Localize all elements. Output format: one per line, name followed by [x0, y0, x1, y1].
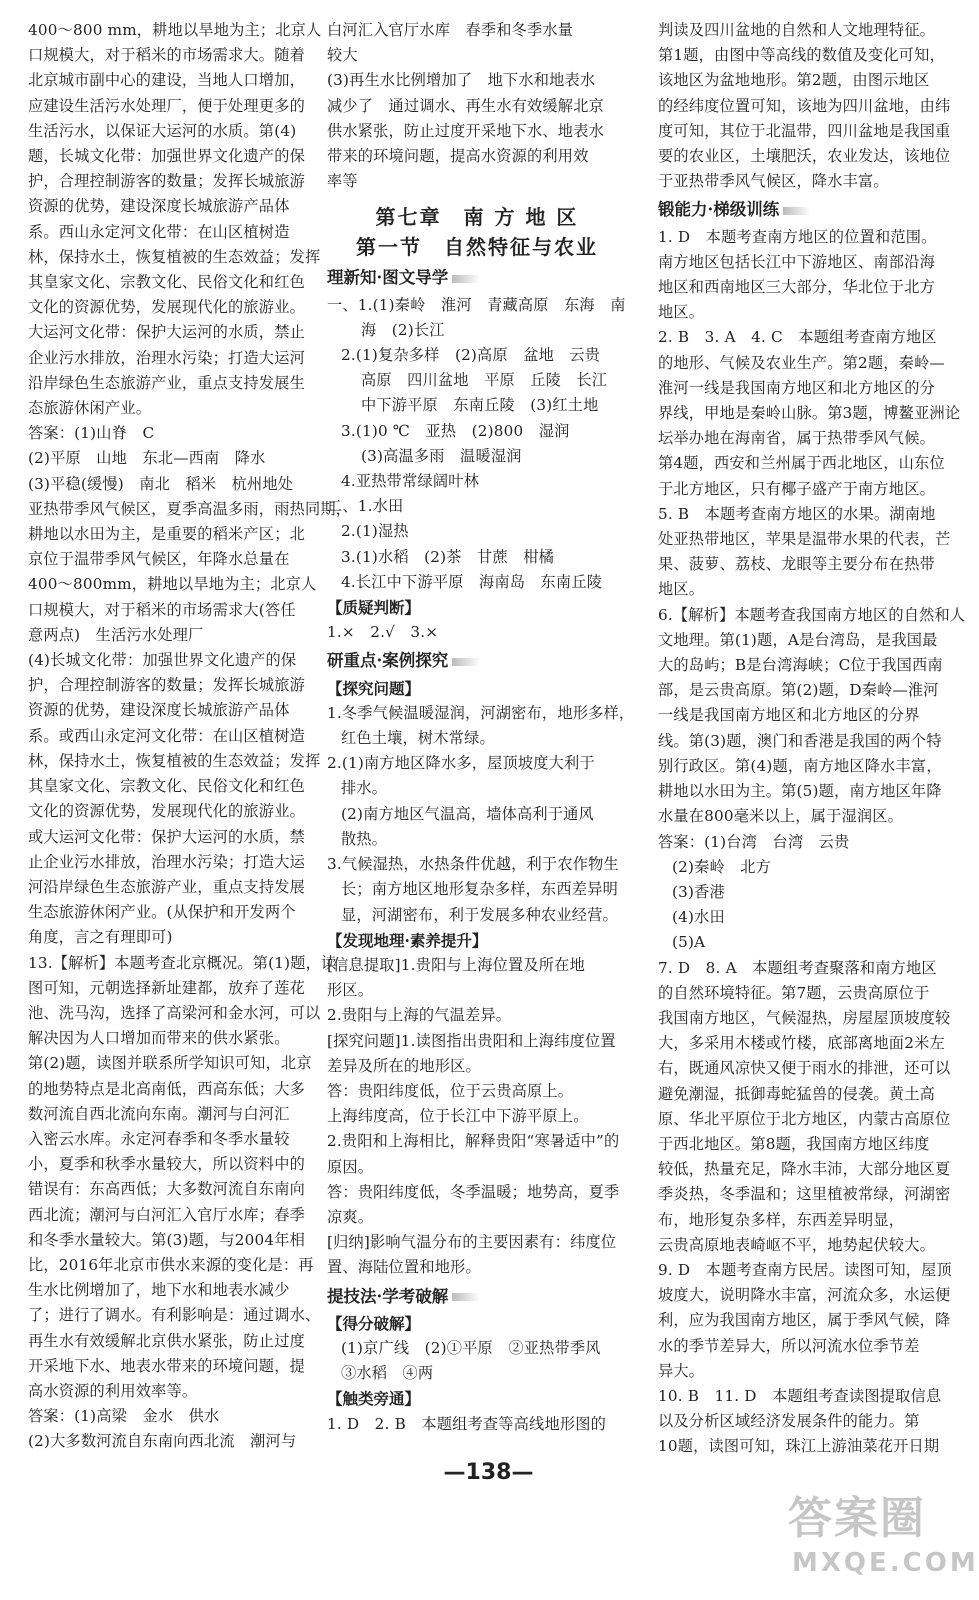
- text-line: 亚热带季风气候区，夏季高温多雨，雨热同期，: [28, 499, 352, 518]
- text-line: 地区。: [658, 580, 705, 599]
- text-line: 原因。: [327, 1157, 374, 1176]
- text-line: 2.(1)复杂多样 (2)高原 盆地 云贵: [341, 346, 601, 365]
- text-line: 文地理。第(1)题，A是台湾岛，是我国最: [658, 630, 938, 649]
- text-line: 角度，言之有理即可): [28, 928, 173, 947]
- text-line: 避免潮湿，抵御毒蛇猛兽的侵袭。黄土高: [658, 1084, 935, 1103]
- text-line: 系。或西山永定河文化带：在山区植树造: [28, 726, 305, 745]
- text-line: 大，多采用木楼或竹楼，底部离地面2米左: [658, 1034, 945, 1053]
- text-line: 5. B 本题考查南方地区的水果。湖南地: [658, 504, 936, 523]
- heading-score: 【得分破解】: [327, 1313, 421, 1333]
- text-line: 文化的资源优势，发展现代化的旅游业。: [28, 298, 305, 317]
- heading-explore-question: 【探究问题】: [327, 678, 421, 698]
- text-line: 别行政区。第(4)题，南方地区降水丰富，: [658, 756, 942, 775]
- text-line: 生活污水，以保证大运河的水质。第(4): [28, 121, 297, 140]
- text-line: 二、1.水田: [327, 497, 404, 516]
- text-line: 红色土壤，树木常绿。: [341, 729, 495, 748]
- text-line: 白河汇入官厅水库 春季和冬季水量: [327, 21, 574, 39]
- text-line: 入密云水库。永定河春季和冬季水量较: [28, 1129, 290, 1148]
- text-line: 和冬季水量较大。第(3)题，与2004年相: [28, 1230, 305, 1249]
- text-line: 林，保持水土，恢复植被的生态效益；发挥: [28, 751, 321, 770]
- text-line: 比，2016年北京市供水来源的变化是：再: [28, 1255, 314, 1274]
- heading-ability-training: 锻能力·梯级训练: [658, 197, 952, 222]
- text-line: 池、洗马沟，选择了高梁河和金水河，可以: [28, 1003, 321, 1022]
- text-line: 带来的环境问题，提高水资源的利用效: [327, 147, 589, 166]
- text-line: 水量在800毫米以上，属于湿润区。: [658, 807, 904, 826]
- text-line: 林，保持水土，恢复植被的生态效益；发挥: [28, 247, 321, 266]
- text-line: (2)大多数河流自东南向西北流 潮河与: [28, 1432, 297, 1451]
- text-line: (2)平原 山地 东北—西南 降水: [28, 449, 266, 468]
- text-line: 布，地形复杂多样，东西差异明显，: [658, 1210, 905, 1229]
- text-line: 3.(1)0 ℃ 亚热 (2)800 湿润: [341, 421, 570, 440]
- text-line: 护，合理控制游客的数量；发挥长城旅游: [28, 172, 305, 191]
- text-line: 海 (2)长江: [361, 320, 445, 339]
- text-line: 了；进行了调水。有利影响是：通过调水、: [28, 1306, 321, 1325]
- text-line: [归纳]影响气温分布的主要因素有：纬度位: [327, 1233, 617, 1252]
- text-line: 季炎热，冬季温和；这里植被常绿，河湖密: [658, 1185, 951, 1204]
- text-line: 答：贵阳纬度低，冬季温暖；地势高，夏季: [327, 1182, 620, 1201]
- text-line: ③水稻 ④两: [341, 1364, 434, 1383]
- text-line: 6.【解析】本题考查我国南方地区的自然和人: [658, 605, 966, 624]
- text-line: 散热。: [341, 829, 388, 848]
- text-line: (2)秦岭 北方: [672, 857, 772, 876]
- text-line: 地区和西南地区三大部分，华北位于北方: [658, 278, 935, 297]
- text-line: 护，合理控制游客的数量；发挥长城旅游: [28, 676, 305, 695]
- text-line: (3)高温多雨 温暖湿润: [361, 446, 522, 465]
- text-line: 再生水有效缓解北京供水紧张，防止过度: [28, 1331, 305, 1350]
- text-line: 异大。: [658, 1361, 705, 1380]
- text-line: 4.亚热带常绿阔叶林: [341, 472, 479, 491]
- section-title: 第一节 自然特征与农业: [356, 235, 598, 260]
- text-line: 3.气候湿热，水热条件优越，利于农作物生: [327, 855, 619, 874]
- text-line: 排水。: [341, 779, 388, 798]
- text-line: 大的岛屿；B是台湾海峡；C位于我国西南: [658, 656, 943, 675]
- text-line: 13.【解析】本题考查北京概况。第(1)题，读: [28, 953, 337, 972]
- text-line: 供水紧张，防止过度开采地下水、地表水: [327, 121, 604, 140]
- text-line: 第4题，西安和兰州属于西北地区，山东位: [658, 454, 945, 473]
- text-line: 口规模大，对于稻米的市场需求大。随着: [28, 46, 305, 65]
- text-line: 答案：(1)山脊 C: [28, 424, 155, 443]
- text-line: 题，长城文化带：加强世界文化遗产的保: [28, 147, 305, 166]
- text-line: 一线是我国南方地区和北方地区的分界: [658, 706, 920, 725]
- text-line: 要的农业区，土壤肥沃，农业发达，该地位: [658, 147, 951, 166]
- text-line: 2. B 3. A 4. C 本题组考查南方地区: [658, 328, 937, 347]
- text-line: 口规模大，对于稻米的市场需求大(答任: [28, 600, 296, 619]
- text-line: 4.长江中下游平原 海南岛 东南丘陵: [341, 572, 603, 591]
- text-line: 该地区为盆地地形。第2题，由图示地区: [658, 71, 930, 90]
- text-line: 其皇家文化、宗教文化、民俗文化和红色: [28, 273, 305, 292]
- text-line: 2.(1)湿热: [341, 522, 409, 541]
- text-line: 9. D 本题考查南方民居。读图可知，屋顶: [658, 1260, 952, 1279]
- text-line: 界线，甲地是秦岭山脉。第3题，博鳌亚洲论: [658, 404, 961, 423]
- text-line: 答案：(1)高梁 金水 供水: [28, 1407, 220, 1426]
- watermark-text: 答案圈: [788, 1493, 926, 1544]
- text-line: 态旅游休闲产业。: [28, 399, 152, 418]
- watermark-logo: [788, 1472, 979, 1592]
- text-line: 于西北地区。第8题，我国南方地区纬度: [658, 1134, 930, 1153]
- text-line: 生态旅游休闲产业。(从保护和开发两个: [28, 903, 296, 922]
- text-line: (3)香港: [672, 882, 725, 901]
- column-right: [658, 18, 966, 1460]
- heading-new-knowledge: 理新知·图文导学: [327, 265, 627, 290]
- text-line: 的地形、气候及农业生产。第2题，秦岭—: [658, 353, 945, 372]
- text-line: (4)长城文化带：加强世界文化遗产的保: [28, 651, 297, 670]
- text-line: 1.冬季气候温暖湿润，河湖密布，地形多样，: [327, 703, 635, 722]
- text-line: 长；南方地区地形复杂多样，东西差异明: [341, 880, 618, 899]
- text-line: 资源的优势，建设深度长城旅游产品体: [28, 197, 290, 216]
- text-line: 3.(1)水稻 (2)茶 甘蔗 柑橘: [341, 547, 554, 566]
- text-line: 以及分析区域经济发展条件的能力。第: [658, 1412, 920, 1431]
- text-line: (3)再生水比例增加了 地下水和地表水: [327, 71, 596, 90]
- text-line: (5)A: [672, 933, 706, 952]
- text-line: 第1题，由图中等高线的数值及变化可知，: [658, 46, 945, 65]
- text-line: 小，夏季和秋季水量较大，所以资料中的: [28, 1155, 305, 1174]
- text-line: 1. D 本题考查南方地区的位置和范围。: [658, 227, 937, 246]
- text-line: 水的季节差异大，所以河流水位季节差: [658, 1336, 920, 1355]
- text-line: [探究问题]1.读图指出贵阳和上海纬度位置: [327, 1031, 616, 1050]
- text-line: 处亚热带地区，苹果是温带水果的代表，芒: [658, 530, 951, 549]
- heading-question-judge: 【质疑判断】: [327, 598, 421, 618]
- text-line: 生水比例增加了，地下水和地表水减少: [28, 1281, 290, 1300]
- text-line: 解决因为人口增加而带来的供水紧张。: [28, 1029, 290, 1048]
- text-line: 的自然环境特征。第7题，云贵高原位于: [658, 983, 930, 1002]
- text-line: 企业污水排放，治理水污染；打造大运河: [28, 348, 305, 367]
- watermark-url: MXQE.COM: [792, 1548, 979, 1578]
- text-line: 北京城市副中心的建设，当地人口增加，: [28, 71, 305, 90]
- text-line: 2.贵阳和上海相比，解释贵阳“寒暑适中”的: [327, 1132, 620, 1151]
- text-line: 数河流自西北流向东南。潮河与白河汇: [28, 1104, 290, 1123]
- text-line: 较大: [327, 46, 358, 65]
- text-line: 原、华北平原位于北方地区，内蒙古高原位: [658, 1109, 951, 1128]
- text-line: 大运河文化带：保护大运河的水质，禁止: [28, 323, 305, 342]
- text-line: 的经纬度位置可知，该地为四川盆地，由纬: [658, 96, 951, 115]
- text-line: 差异及所在的地形区。: [327, 1056, 481, 1075]
- text-line: 置、海陆位置和地形。: [327, 1258, 481, 1277]
- text-line: 较低，热量充足，降水丰沛，大部分地区夏: [658, 1160, 951, 1179]
- text-line: [信息提取]1.贵阳与上海位置及所在地: [327, 955, 585, 974]
- text-line: 右，既通风凉快又便于雨水的排泄，还可以: [658, 1059, 951, 1078]
- text-line: 耕地以水田为主，是重要的稻米产区；北: [28, 525, 305, 544]
- analogy-line: 1. D 2. B 本题组考查等高线地形图的: [327, 1414, 606, 1433]
- text-line: 开采地下水、地表水带来的环境问题，提: [28, 1356, 305, 1375]
- text-line: 错误有：东高西低；大多数河流自东南向: [28, 1180, 305, 1199]
- text-line: (3)平稳(缓慢) 南北 稻米 杭州地处: [28, 474, 294, 493]
- text-line: 减少了 通过调水、再生水有效缓解北京: [327, 96, 604, 115]
- text-line: 我国南方地区，气候湿热，房屋屋顶坡度较: [658, 1008, 951, 1027]
- text-line: 南方地区包括长江中下游地区、南部沿海: [658, 252, 935, 271]
- text-line: 耕地以水田为主。第(5)题，南方地区年降: [658, 782, 942, 801]
- text-line: 答案：(1)台湾 台湾 云贵: [658, 832, 850, 851]
- text-line: (2)南方地区气温高，墙体高利于通风: [341, 804, 594, 823]
- judge-answers: 1.× 2.√ 3.×: [327, 623, 439, 642]
- text-line: 率等: [327, 172, 358, 191]
- text-line: 答：贵阳纬度低，位于云贵高原上。: [327, 1081, 574, 1100]
- text-line: 一、1.(1)秦岭 淮河 青藏高原 东海 南: [327, 295, 626, 314]
- text-line: 度可知，其位于北温带，四川盆地是我国重: [658, 121, 951, 140]
- text-line: 7. D 8. A 本题组考查聚落和南方地区: [658, 958, 937, 977]
- text-line: 于北方地区，只有椰子盛产于南方地区。: [658, 479, 935, 498]
- chapter-title: 第七章 南 方 地 区: [375, 205, 579, 230]
- text-line: 10题，读图可知，珠江上游油菜花开日期: [658, 1437, 940, 1456]
- text-line: 河沿岸绿色生态旅游产业，重点支持发展: [28, 877, 305, 896]
- text-line: 凉爽。: [327, 1207, 374, 1226]
- text-line: 西北流；潮河与白河汇入官厅水库；春季: [28, 1205, 305, 1224]
- heading-skill-method: 提技法·学考破解: [327, 1284, 627, 1309]
- text-line: 云贵高原地表崎岖不平，地势起伏较大。: [658, 1235, 935, 1254]
- column-middle: [327, 18, 635, 1437]
- text-line: 意两点) 生活污水处理厂: [28, 625, 204, 644]
- text-line: 中下游平原 东南丘陵 (3)红土地: [361, 396, 599, 415]
- text-line: 应建设生活污水处理厂，便于处理更多的: [28, 96, 305, 115]
- text-line: 高原 四川盆地 平原 丘陵 长江: [361, 371, 608, 390]
- text-line: 上海纬度高，位于长江中下游平原上。: [327, 1107, 589, 1126]
- text-line: 高水资源的利用效率等。: [28, 1381, 198, 1400]
- text-line: 于亚热带季风气候区，降水丰富。: [658, 172, 889, 191]
- text-line: 图可知，元朝选择新址建都，放弃了莲花: [28, 978, 305, 997]
- heading-key-points: 研重点·案例探究: [327, 648, 627, 673]
- text-line: (4)水田: [672, 908, 725, 927]
- text-line: 止企业污水排放，治理水污染；打造大运: [28, 852, 305, 871]
- text-line: 部，是云贵高原。第(2)题，D秦岭—淮河: [658, 681, 939, 700]
- text-line: 的地势特点是北高南低，西高东低；大多: [28, 1079, 305, 1098]
- text-line: 2.贵阳与上海的气温差异。: [327, 1006, 512, 1025]
- text-line: 10. B 11. D 本题组考查读图提取信息: [658, 1386, 942, 1405]
- text-line: 淮河一线是我国南方地区和北方地区的分: [658, 378, 935, 397]
- text-line: 400～800mm，耕地以旱地为主；北京人: [28, 575, 317, 594]
- text-line: 其皇家文化、宗教文化、民俗文化和红色: [28, 777, 305, 796]
- text-line: 资源的优势，建设深度长城旅游产品体: [28, 701, 290, 720]
- text-line: 利，应为我国南方地区，属于季风气候，降: [658, 1311, 951, 1330]
- text-line: 形区。: [327, 981, 374, 1000]
- text-line: 显，河湖密布，利于发展多种农业经营。: [341, 905, 618, 924]
- text-line: 判读及四川盆地的自然和人文地理特征。: [658, 21, 935, 39]
- text-line: 坡度大，说明降水丰富，河流众多，水运便: [658, 1286, 951, 1305]
- text-line: 第(2)题，读图并联系所学知识可知，北京: [28, 1054, 312, 1073]
- text-line: 地区。: [658, 303, 705, 322]
- text-line: 果、菠萝、荔枝、龙眼等主要分布在热带: [658, 555, 935, 574]
- text-line: 系。西山永定河文化带：在山区植树造: [28, 222, 290, 241]
- page-number: —138—: [443, 1460, 534, 1485]
- heading-literacy: 【发现地理·素养提升】: [327, 930, 488, 950]
- heading-analogy: 【触类旁通】: [327, 1389, 421, 1409]
- text-line: 或大运河文化带：保护大运河的水质，禁: [28, 827, 305, 846]
- text-line: 沿岸绿色生态旅游产业，重点支持发展生: [28, 373, 305, 392]
- text-line: (1)京广线 (2)①平原 ②亚热带季风: [341, 1338, 601, 1357]
- text-line: 京位于温带季风气候区，年降水总量在: [28, 550, 290, 569]
- text-line: 坛举办地在海南省，属于热带季风气候。: [658, 429, 935, 448]
- text-line: 2.(1)南方地区降水多，屋顶坡度大利于: [327, 754, 595, 773]
- text-line: 线。第(3)题，澳门和香港是我国的两个特: [658, 731, 942, 750]
- text-line: 文化的资源优势，发展现代化的旅游业。: [28, 802, 305, 821]
- text-line: 400～800 mm，耕地以旱地为主；北京人: [28, 21, 322, 39]
